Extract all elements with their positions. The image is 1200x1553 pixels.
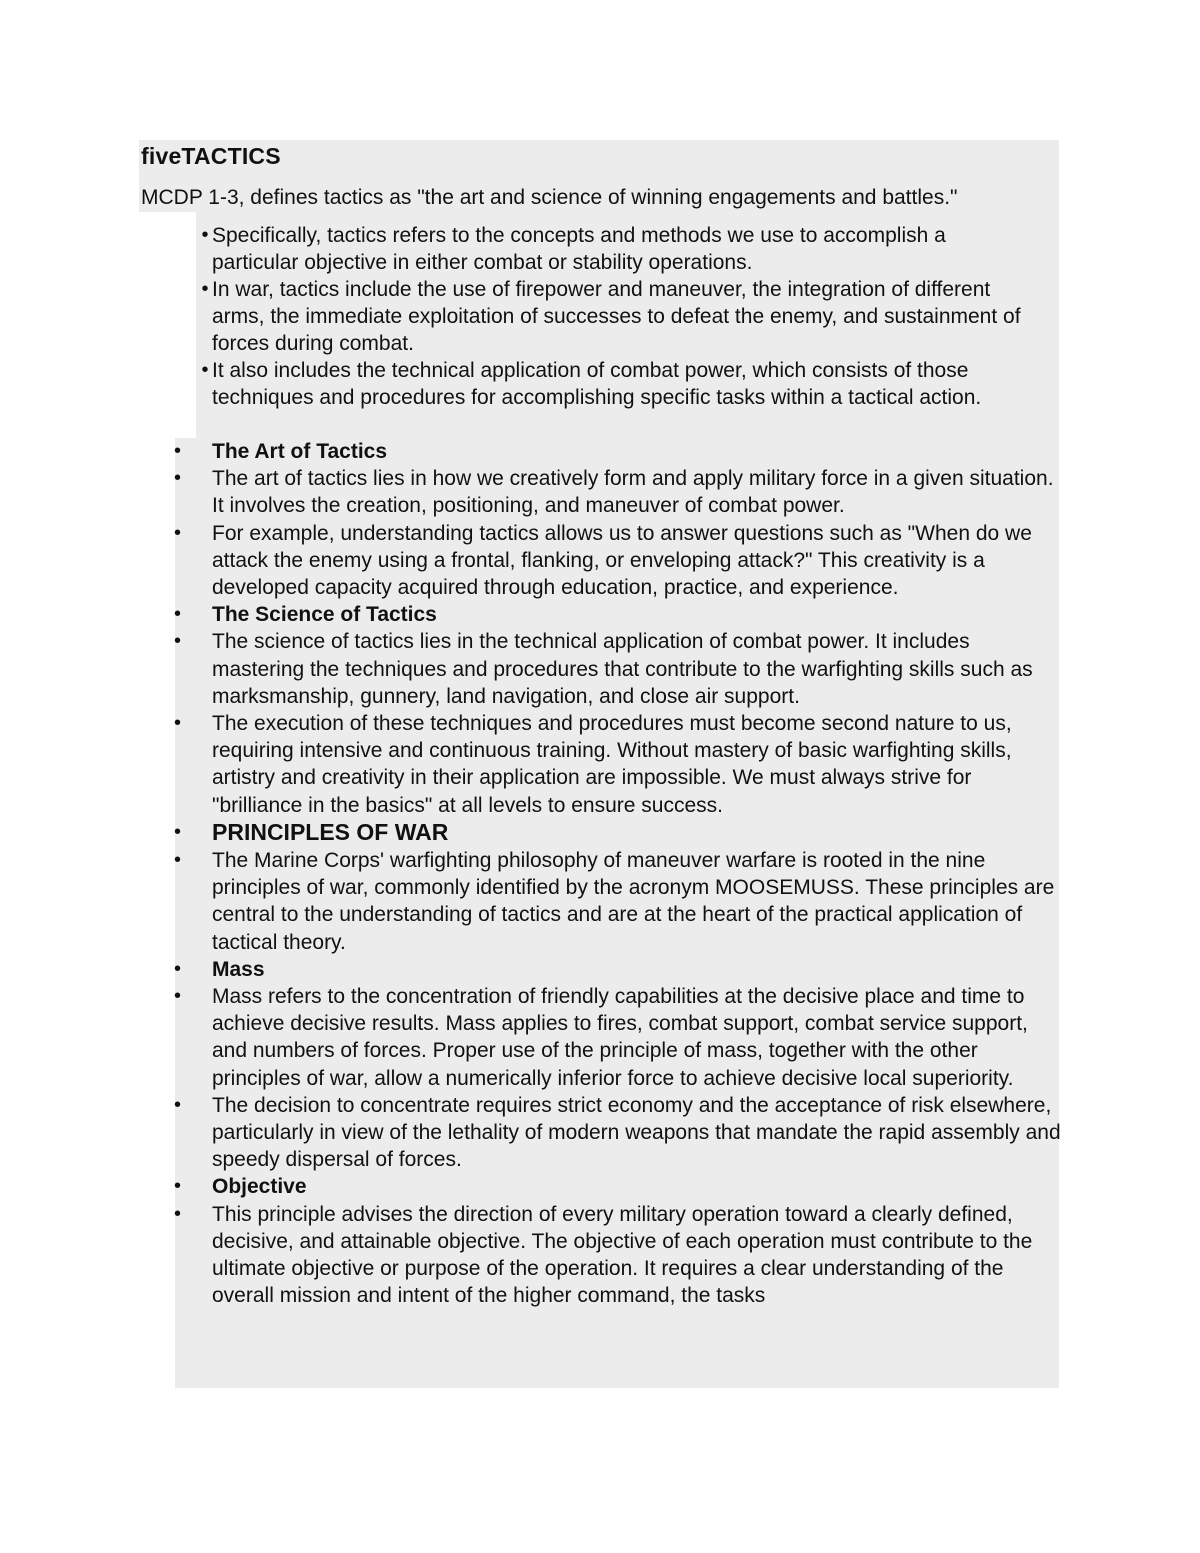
section-heading: Mass xyxy=(212,957,265,981)
list-item-text: In war, tactics include the use of firepower and maneuver, the integration of different arms, the immediate exploitation of successes to defeat the enemy, and sustainment of forces during combat. xyxy=(212,278,1021,355)
document-title: fiveTACTICS xyxy=(141,143,281,169)
list-item xyxy=(172,1092,1062,1174)
list-item-text: The execution of these techniques and procedures must become second nature to us, requiring intensive and continuous training. Without mastery of basic warfighting skills, artistry and creativity in their application are impossible. We must always strive for "brilliance in the basics" at all levels to ensure success. xyxy=(212,712,1012,817)
section-heading-item xyxy=(172,819,1062,847)
list-item xyxy=(198,276,1058,357)
bullet-dot-icon: • xyxy=(174,467,182,490)
section-heading: PRINCIPLES OF WAR xyxy=(212,818,449,845)
section-heading: Objective xyxy=(212,1175,307,1199)
section-heading-item xyxy=(172,956,1062,983)
list-item-text: Specifically, tactics refers to the concepts and methods we use to accomplish a particular objective in either combat or stability operations. xyxy=(212,224,946,274)
intro-paragraph: MCDP 1-3, defines tactics as "the art and science of winning engagements and battles." xyxy=(141,186,958,209)
list-item xyxy=(172,628,1062,710)
section-heading-item xyxy=(172,438,1062,465)
list-item xyxy=(172,983,1062,1092)
bullet-dot-icon: • xyxy=(201,278,209,300)
list-item-text: The Marine Corps' warfighting philosophy of maneuver warfare is rooted in the nine principles of war, commonly identified by the acronym MOOSEMUSS. These principles are central to the understanding of tactics and are at the heart of the practical application of tactical theory. xyxy=(212,849,1055,954)
bullet-dot-icon: • xyxy=(174,849,182,872)
list-item-text: The decision to concentrate requires strict economy and the acceptance of risk elsewhere, particularly in view of the lethality of modern weapons that mandate the rapid assembly and speedy dispersal of forces. xyxy=(212,1093,1061,1172)
bullet-dot-icon: • xyxy=(201,224,209,246)
bullet-dot-icon: • xyxy=(174,957,182,980)
list-item-text: For example, understanding tactics allows us to answer questions such as "When do we attack the enemy using a frontal, flanking, or enveloping attack?" This creativity is a developed capacity acquired through education, practice, and experience. xyxy=(212,521,1032,600)
list-item-text: The science of tactics lies in the technical application of combat power. It includes mastering the techniques and procedures that contribute to the warfighting skills such as marksmanship, gunnery, land navigation, and close air support. xyxy=(212,630,1033,708)
section-heading-item xyxy=(172,1173,1062,1200)
section-heading-item xyxy=(172,601,1062,628)
bullet-dot-icon: • xyxy=(174,603,182,626)
bullet-dot-icon: • xyxy=(174,521,182,544)
list-item xyxy=(198,222,1058,276)
list-item-text: This principle advises the direction of every military operation toward a clearly defined, decisive, and attainable objective. The objective of each operation must contribute to the ultimate objective or purpose of the operation. It requires a clear understanding of the overall mission and intent of the higher command, the tasks xyxy=(212,1202,1033,1308)
list-item-text: Mass refers to the concentration of friendly capabilities at the decisive place and time to achieve decisive results. Mass applies to fires, combat support, combat service support, and numbers of forces. Proper use of the principle of mass, together with the other principles of war, allow a numerically inferior force to achieve decisive local superiority. xyxy=(212,985,1028,1090)
list-item xyxy=(172,710,1062,819)
bullet-dot-icon: • xyxy=(174,985,182,1008)
bullet-dot-icon: • xyxy=(174,712,182,735)
list-item-text: The art of tactics lies in how we creatively form and apply military force in a given situation. It involves the creation, positioning, and maneuver of combat power. xyxy=(212,467,1054,518)
bullet-dot-icon: • xyxy=(174,1093,182,1116)
section-heading: The Science of Tactics xyxy=(212,603,437,627)
list-item xyxy=(198,357,1058,411)
bullet-dot-icon: • xyxy=(201,359,209,381)
bullet-dot-icon: • xyxy=(174,440,182,462)
list-item xyxy=(172,1201,1062,1310)
main-bullet-list xyxy=(172,438,1062,1310)
section-heading: The Art of Tactics xyxy=(212,440,388,463)
bullet-dot-icon: • xyxy=(174,630,182,653)
list-item xyxy=(172,520,1062,602)
bullet-dot-icon: • xyxy=(174,820,182,843)
list-item xyxy=(172,847,1062,956)
list-item-text: It also includes the technical application of combat power, which consists of those techniques and procedures for accomplishing specific tasks within a tactical action. xyxy=(212,359,982,409)
list-item xyxy=(172,465,1062,519)
bullet-dot-icon: • xyxy=(174,1202,182,1225)
tactics-sub-list xyxy=(198,222,1058,411)
bullet-dot-icon: • xyxy=(174,1175,182,1198)
